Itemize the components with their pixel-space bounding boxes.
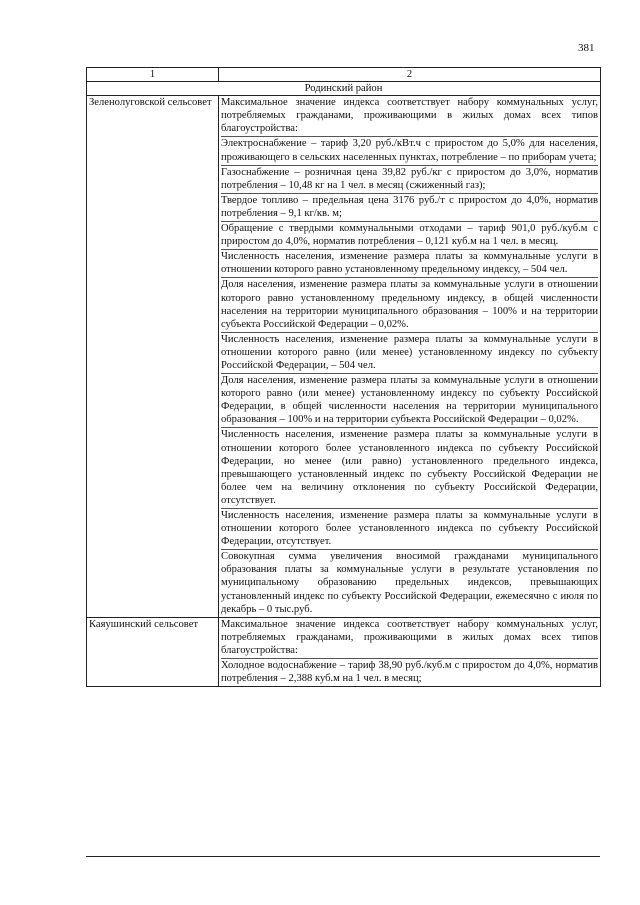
detail-paragraph: Твердое топливо – предельная цена 3176 руб./т с приростом до 4,0%, норматив потребления – 9,1 кг/кв. м; bbox=[221, 194, 598, 222]
detail-paragraph: Численность населения, изменение размера платы за коммунальные услуги в отношении которого равно (или менее) установленному индексу по субъекту Российской Федерации, – 504 чел. bbox=[221, 333, 598, 374]
district-row bbox=[87, 82, 601, 96]
detail-paragraph: Доля населения, изменение размера платы за коммунальные услуги в отношении которого равно установленному предельному индексу, в общей численности населения на территории муниципального образования – 100% и на территории субъекта Российской Федерации – 0,02%. bbox=[221, 278, 598, 332]
detail-paragraph: Электроснабжение – тариф 3,20 руб./кВт.ч с приростом до 5,0% для населения, проживающего в сельских населенных пунктах, потребление – по приборам учета; bbox=[221, 137, 598, 165]
detail-paragraph: Численность населения, изменение размера платы за коммунальные услуги в отношении которого более установленного индекса по субъекту Российской Федерации, отсутствует. bbox=[221, 509, 598, 550]
table-row bbox=[87, 96, 601, 618]
detail-paragraph: Численность населения, изменение размера платы за коммунальные услуги в отношении которого равно установленному предельному индексу, – 504 чел. bbox=[221, 250, 598, 278]
column-header-1: 1 bbox=[87, 68, 219, 82]
detail-paragraph: Совокупная сумма увеличения вносимой гражданами муниципального образования платы за коммунальные услуги в результате установления по муниципальному образованию предельных индексов, превышающих установленный индекс по субъекту Российской Федерации, ежемесячно с июля по декабрь – 0 тыс.руб. bbox=[221, 551, 598, 615]
detail-paragraph: Газоснабжение – розничная цена 39,82 руб./кг с приростом до 3,0%, норматив потребления – 10,48 кг на 1 чел. в месяц (сжиженный газ); bbox=[221, 166, 598, 194]
municipality-name: Каяушинский сельсовет bbox=[87, 617, 219, 686]
municipality-name: Зеленолуговской сельсовет bbox=[87, 96, 219, 618]
district-title: Родинский район bbox=[87, 82, 601, 96]
detail-paragraph: Максимальное значение индекса соответствует набору коммунальных услуг, потребляемых гражданами, проживающими в жилых домах всех типов благоустройства: bbox=[221, 618, 598, 659]
page-number: 381 bbox=[578, 42, 595, 54]
detail-paragraph: Максимальное значение индекса соответствует набору коммунальных услуг, потребляемых гражданами, проживающими в жилых домах всех типов благоустройства: bbox=[221, 96, 598, 137]
table-header-row bbox=[87, 68, 601, 82]
column-header-2: 2 bbox=[219, 68, 601, 82]
municipality-details bbox=[219, 617, 601, 686]
detail-paragraph: Холодное водоснабжение – тариф 38,90 руб./куб.м с приростом до 4,0%, норматив потребления – 2,388 куб.м на 1 чел. в месяц; bbox=[221, 660, 598, 685]
detail-paragraph: Численность населения, изменение размера платы за коммунальные услуги в отношении которого более установленного индекса по субъекту Российской Федерации, но менее (или равно) установленного предельного индекса, превышающего установленный индекс по субъекту Российской Федерации не более чем на величину отклонения по субъекту Российской Федерации, отсутствует. bbox=[221, 428, 598, 509]
detail-paragraph: Доля населения, изменение размера платы за коммунальные услуги в отношении которого равно (или менее) установленному индексу по субъекту Российской Федерации, в общей численности населения на территории муниципального образования – 100% и на территории субъекта Российской Федерации – 0,02%. bbox=[221, 374, 598, 428]
table-bottom-rule bbox=[86, 856, 600, 857]
table-row bbox=[87, 617, 601, 686]
document-table bbox=[86, 67, 601, 687]
detail-paragraph: Обращение с твердыми коммунальными отходами – тариф 901,0 руб./куб.м с приростом до 4,0%, норматив потребления – 0,121 куб.м на 1 чел. в месяц. bbox=[221, 222, 598, 250]
municipality-details bbox=[219, 96, 601, 618]
